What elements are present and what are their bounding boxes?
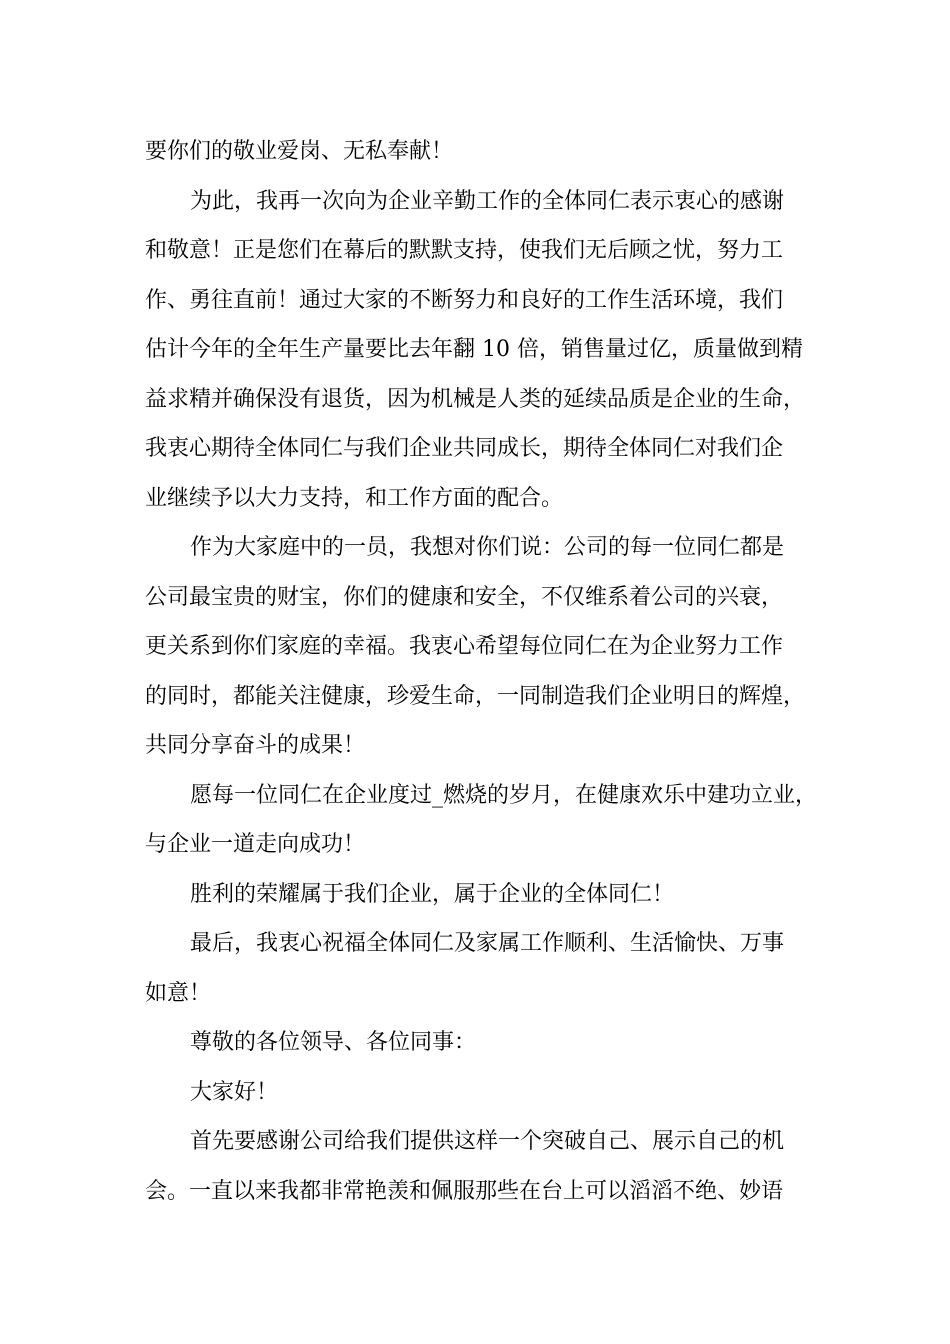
text-line: 更关系到你们家庭的幸福。我衷心希望每位同仁在为企业努力工作	[145, 634, 784, 659]
text-line: 愿每一位同仁在企业度过_燃烧的岁月，在健康欢乐中建功立业，	[190, 782, 818, 808]
text-line: 作、勇往直前！通过大家的不断努力和良好的工作生活环境，我们	[145, 287, 784, 313]
text-line: 共同分享奋斗的成果！	[145, 733, 366, 758]
text-line: 胜利的荣耀属于我们企业，属于企业的全体同仁！	[190, 881, 675, 907]
text-line: 与企业一道走向成功！	[145, 832, 366, 857]
text-line: 和敬意！正是您们在幕后的默默支持，使我们无后顾之忧，努力工	[145, 238, 784, 263]
text-line: 最后，我衷心祝福全体同仁及家属工作顺利、生活愉快、万事	[190, 931, 785, 956]
text-line: 业继续予以大力支持，和工作方面的配合。	[145, 485, 564, 511]
text-line: 会。一直以来我都非常艳羡和佩服那些在台上可以滔滔不绝、妙语	[145, 1178, 784, 1204]
document-body	[145, 127, 825, 1216]
text-line: 如意！	[145, 980, 212, 1006]
text-line: 的同时，都能关注健康，珍爱生命，一同制造我们企业明日的辉煌，	[145, 683, 806, 709]
text-line: 大家好！	[190, 1079, 279, 1105]
text-line: 首先要感谢公司给我们提供这样一个突破自己、展示自己的机	[190, 1129, 785, 1154]
text-line: 作为大家庭中的一员，我想对你们说：公司的每一位同仁都是	[190, 535, 785, 560]
text-line: 为此，我再一次向为企业辛勤工作的全体同仁表示衷心的感谢	[190, 188, 785, 214]
text-line: 益求精并确保没有退货，因为机械是人类的延续品质是企业的生命，	[145, 386, 806, 412]
text-line: 我衷心期待全体同仁与我们企业共同成长，期待全体同仁对我们企	[145, 436, 784, 461]
text-line: 估计今年的全年生产量要比去年翻 10 倍，销售量过亿，质量做到精	[145, 337, 803, 362]
text-line: 公司最宝贵的财宝，你们的健康和安全，不仅维系着公司的兴衰，	[145, 584, 784, 610]
text-line: 要你们的敬业爱岗、无私奉献！	[145, 139, 454, 164]
text-line: 尊敬的各位领导、各位同事：	[190, 1030, 477, 1055]
